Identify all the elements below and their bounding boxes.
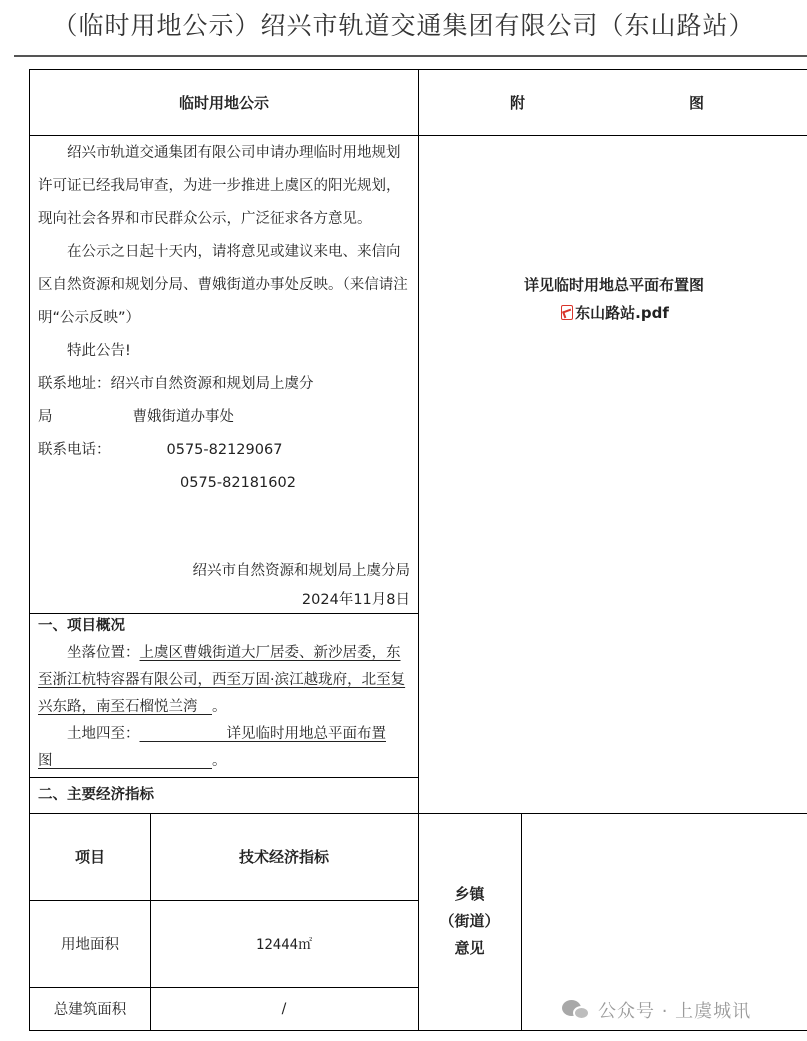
col-item-header <box>29 813 151 901</box>
table-row-item: 总建筑面积 <box>29 987 151 1031</box>
col-item-label: 项目 <box>74 848 105 866</box>
notice-paragraph-1: 绍兴市轨道交通集团有限公司申请办理临时用地规划许可证已经我局审查，为进一步推进上虞区的阳光规划，现向社会各界和市民群众公示，广泛征求各方意见。 <box>38 145 401 227</box>
watermark <box>562 994 751 1026</box>
col-indicator-header <box>150 813 419 901</box>
opinion-label-3: 意见 <box>454 939 485 957</box>
overview-location: 坐落位置：上虞区曹娥街道大厂居委、新沙居委，东至浙江杭特容器有限公司，西至万固·滨江越珑府，北至复兴东路，南至石榴悦兰湾 。 <box>38 645 406 715</box>
wechat-icon <box>562 998 592 1022</box>
contact-phone-2-line <box>38 467 410 500</box>
header-notice-label: 临时用地公示 <box>178 94 269 112</box>
contact-address-cont: 局 曹娥街道办事处 <box>38 409 234 425</box>
header-attachment-label-b: 图 <box>689 94 705 112</box>
table-row-item: 用地面积 <box>29 900 151 988</box>
overview-location-value: 上虞区曹娥街道大厂居委、新沙居委，东至浙江杭特容器有限公司，西至万固·滨江越珑府，北至复兴东路，南至石榴悦兰湾 <box>38 645 406 715</box>
economics-heading-cell <box>29 777 419 814</box>
document-title: （临时用地公示）绍兴市轨道交通集团有限公司（东山路站） <box>52 11 755 40</box>
contact-office: 曹娥街道办事处 <box>132 409 234 425</box>
overview-heading: 一、项目概况 <box>38 618 125 634</box>
contact-phone-1: 0575-82129067 <box>166 442 283 458</box>
table-row-value: 12444㎡ <box>150 900 419 988</box>
attachment-caption: 详见临时用地总平面布置图 <box>523 276 704 294</box>
attachment-file-name[interactable]: 东山路站.pdf <box>575 304 669 322</box>
attachment-body <box>418 135 807 814</box>
notice-signer: 绍兴市自然资源和规划局上虞分局 <box>192 563 410 579</box>
watermark-text: 公众号 · 上虞城讯 <box>598 1001 752 1022</box>
pdf-icon <box>559 304 573 320</box>
contact-phone-2: 0575-82181602 <box>180 475 296 491</box>
contact-address: 联系地址：绍兴市自然资源和规划局上虞分 <box>38 376 314 392</box>
notice-date: 2024年11月8日 <box>301 592 410 608</box>
economics-heading: 二、主要经济指标 <box>38 787 154 803</box>
header-notice <box>29 69 419 136</box>
col-indicator-label: 技术经济指标 <box>238 848 329 866</box>
header-attachment <box>418 69 807 136</box>
attachment-file-link[interactable] <box>418 299 807 327</box>
opinion-label-2: （街道） <box>439 912 500 930</box>
overview-boundary-value: 详见临时用地总平面布 <box>226 726 372 742</box>
opinion-label-cell <box>418 813 522 1031</box>
table-row-value: / <box>150 987 419 1031</box>
header-attachment-label-a: 附 <box>510 94 526 112</box>
notice-body <box>29 135 419 614</box>
overview-boundary: 土地四至： 详见临时用地总平面布置图 。 <box>38 726 386 769</box>
overview-section <box>29 613 419 778</box>
title-divider <box>14 55 807 57</box>
notice-closing: 特此公告! <box>67 343 131 359</box>
notice-paragraph-2: 在公示之日起十天内，请将意见或建议来电、来信向区自然资源和规划分局、曹娥街道办事处反映。（来信请注明“公示反映”） <box>38 244 408 326</box>
contact-phone: 联系电话： 0575-82129067 <box>38 442 283 458</box>
opinion-label-1: 乡镇 <box>454 885 485 903</box>
